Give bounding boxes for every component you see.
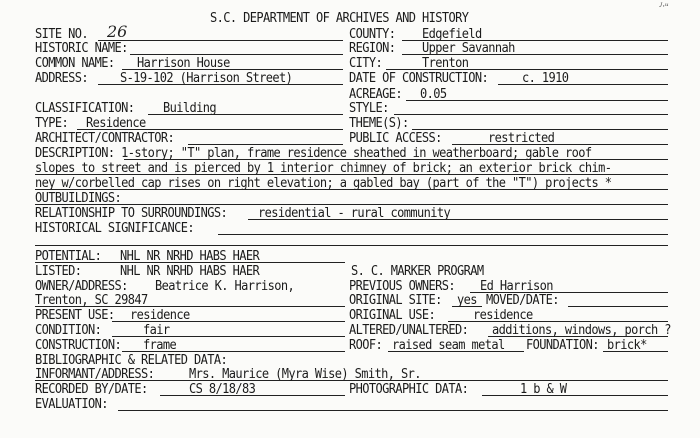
theme-label: THEME(S):: [349, 114, 409, 131]
original-use-value: residence: [473, 306, 533, 323]
foundation-label: FOUNDATION:: [526, 336, 599, 353]
roof-label: ROOF:: [349, 336, 383, 353]
evaluation-label: EVALUATION:: [35, 395, 108, 412]
county-label: COUNTY:: [349, 25, 396, 42]
marker-program-label: S. C. MARKER PROGRAM: [351, 262, 484, 279]
relationship-label: RELATIONSHIP TO SURROUNDINGS:: [35, 204, 228, 221]
region-value: Upper Savannah: [422, 39, 515, 56]
construction-value: frame: [143, 336, 177, 353]
date-construction-label: DATE OF CONSTRUCTION:: [349, 69, 489, 86]
historical-significance-line: [218, 234, 668, 235]
photographic-label: PHOTOGRAPHIC DATA:: [349, 380, 469, 397]
description-line-2: slopes to street and is pierced by 1 interior chimney of brick; an exterior brick chim-: [35, 159, 612, 176]
recorded-value: CS 8/18/83: [189, 380, 256, 397]
present-use-label: PRESENT USE:: [35, 306, 115, 323]
outbuildings-label: OUTBUILDINGS:: [35, 189, 122, 206]
public-access-label: PUBLIC ACCESS:: [349, 129, 442, 146]
original-site-label: ORIGINAL SITE:: [349, 291, 442, 308]
evaluation-line: [118, 410, 668, 411]
style-label: STYLE:: [349, 99, 389, 116]
original-use-label: ORIGINAL USE:: [349, 306, 436, 323]
city-value: Trenton: [422, 54, 469, 71]
common-name-label: COMMON NAME:: [35, 54, 115, 71]
date-construction-value: c. 1910: [522, 69, 569, 86]
common-name-value: Harrison House: [137, 54, 230, 71]
potential-options: NHL NR NRHD HABS HAER: [120, 247, 260, 264]
city-label: CITY:: [349, 54, 383, 71]
condition-label: CONDITION:: [35, 321, 102, 338]
photographic-value: 1 b & W: [520, 380, 567, 397]
owner-value-line2: Trenton, SC 29847: [35, 291, 148, 308]
page-mark: ᴶ·ᵘ: [660, 2, 669, 12]
acreage-line: [406, 100, 668, 101]
historical-significance-label: HISTORICAL SIGNIFICANCE:: [35, 219, 194, 236]
moved-date-label: MOVED/DATE:: [486, 291, 559, 308]
condition-value: fair: [143, 321, 170, 338]
original-site-value: yes: [457, 291, 477, 308]
form-title: S.C. DEPARTMENT OF ARCHIVES AND HISTORY: [210, 9, 469, 26]
classification-value: Building: [163, 99, 216, 116]
informant-value: Mrs. Maurice (Myra Wise) Smith, Sr.: [189, 365, 421, 382]
altered-label: ALTERED/UNALTERED:: [349, 321, 469, 338]
relationship-value: residential - rural community: [258, 204, 451, 221]
present-use-value: residence: [130, 306, 190, 323]
address-label: ADDRESS:: [35, 69, 88, 86]
photographic-line: [482, 395, 668, 396]
owner-value-line1: Beatrice K. Harrison,: [155, 277, 295, 294]
listed-options: NHL NR NRHD HABS HAER: [120, 262, 260, 279]
type-value: Residence: [86, 114, 146, 131]
description-line-1: DESCRIPTION: 1-story; "T" plan, frame residence sheathed in weatherboard; gable roof: [35, 144, 592, 161]
construction-label: CONSTRUCTION:: [35, 336, 122, 353]
classification-label: CLASSIFICATION:: [35, 99, 135, 116]
foundation-line: [603, 351, 668, 352]
recorded-line: [160, 395, 345, 396]
site-no-line: [98, 40, 343, 41]
type-label: TYPE:: [35, 114, 69, 131]
description-line-3: ney w/corbelled cap rises on right elevation; a gabled bay (part of the "T") projects *: [35, 174, 612, 191]
bibliographic-label: BIBLIOGRAPHIC & RELATED DATA:: [35, 351, 228, 368]
previous-owners-label: PREVIOUS OWNERS:: [349, 277, 455, 294]
description-rule-3: [35, 189, 668, 190]
region-label: REGION:: [349, 39, 396, 56]
public-access-value: restricted: [488, 129, 555, 146]
acreage-label: ACREAGE:: [349, 85, 402, 102]
informant-label: INFORMANT/ADDRESS:: [35, 365, 155, 382]
roof-line: [388, 351, 524, 352]
moved-date-line: [568, 306, 668, 307]
site-no-label: SITE NO.: [35, 25, 88, 42]
foundation-value: brick*: [607, 336, 647, 353]
historic-name-label: HISTORIC NAME:: [35, 39, 128, 56]
roof-value: raised seam metal: [392, 336, 505, 353]
acreage-value: 0.05: [420, 85, 447, 102]
altered-value: additions, windows, porch ?: [492, 321, 671, 338]
date-construction-line: [498, 84, 668, 85]
address-line: [98, 84, 343, 85]
recorded-label: RECORDED BY/DATE:: [35, 380, 148, 397]
potential-label: POTENTIAL:: [35, 247, 102, 264]
architect-label: ARCHITECT/CONTRACTOR:: [35, 129, 175, 146]
previous-owners-value: Ed Harrison: [480, 277, 553, 294]
listed-label: LISTED:: [35, 262, 82, 279]
county-value: Edgefield: [422, 25, 482, 42]
style-line: [394, 114, 668, 115]
blank-line: [35, 245, 668, 246]
classification-line: [148, 114, 343, 115]
address-value: S-19-102 (Harrison Street): [120, 69, 293, 86]
site-no-value: 26: [107, 22, 128, 41]
relationship-line: [248, 219, 668, 220]
owner-label: OWNER/ADDRESS:: [35, 277, 128, 294]
